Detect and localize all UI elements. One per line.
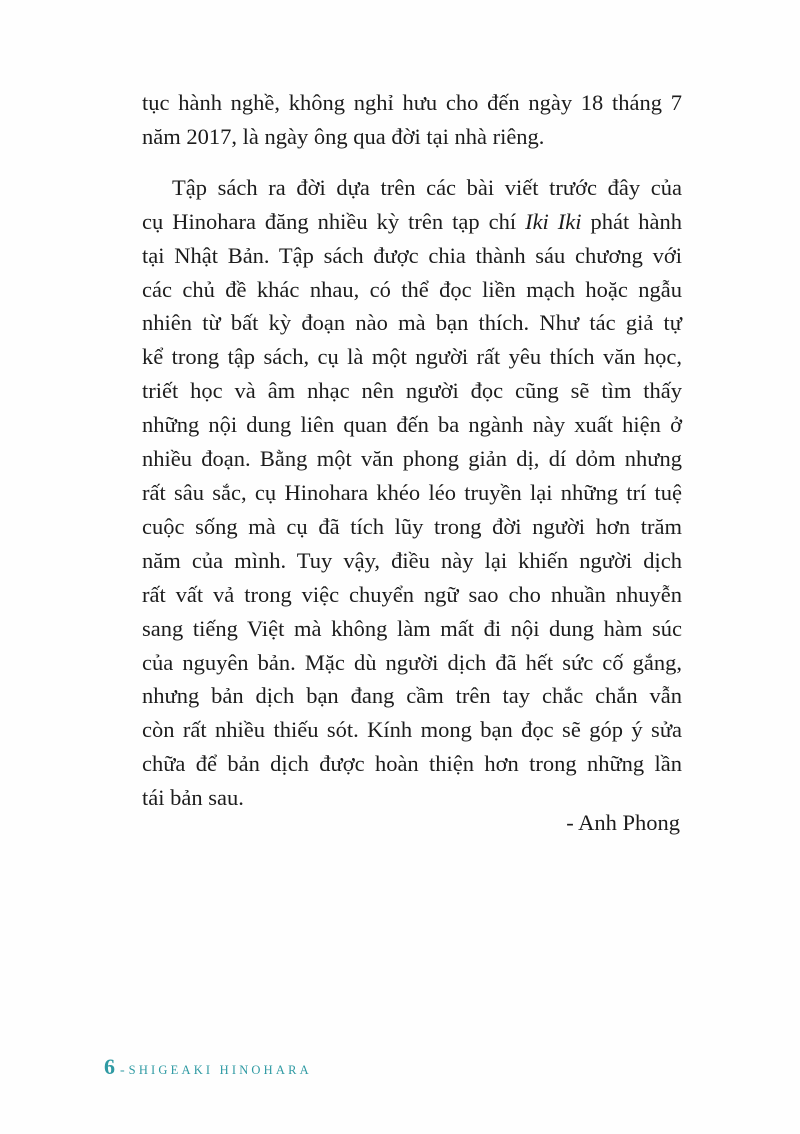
footer-separator: - <box>120 1063 125 1078</box>
text-line: năm 2017, là ngày ông qua đời tại nhà riêng. <box>142 123 545 149</box>
text-line: nhiên từ bất kỳ đoạn nào mà bạn thích. Như tác giả tự <box>142 310 682 336</box>
magazine-title: Iki Iki <box>525 208 582 234</box>
text-line: những nội dung liên quan đến ba ngành này xuất hiện ở <box>142 412 682 438</box>
text-line: rất sâu sắc, cụ Hinohara khéo léo truyền lại những trí tuệ <box>142 479 682 505</box>
text-line: của nguyên bản. Mặc dù người dịch đã hết sức cố gắng, <box>142 649 682 675</box>
text-line: Tập sách ra đời dựa trên các bài viết trước đây của <box>172 174 682 200</box>
text-line: kể trong tập sách, cụ là một người rất yêu thích văn học, <box>142 344 682 370</box>
text-line: còn rất nhiều thiếu sót. Kính mong bạn đọc sẽ góp ý sửa <box>142 717 682 743</box>
text-line: tái bản sau. <box>142 785 244 811</box>
page-footer <box>104 1054 312 1080</box>
text-line: tục hành nghề, không nghỉ hưu cho đến ngày 18 tháng 7 <box>142 90 682 115</box>
text-segment: cụ Hinohara đăng nhiều kỳ trên tạp chí <box>142 208 526 234</box>
paragraph-2 <box>142 171 682 815</box>
text-line: nhiều đoạn. Bằng một văn phong giản dị, dí dỏm nhưng <box>142 446 682 472</box>
text-line: các chủ đề khác nhau, có thể đọc liền mạch hoặc ngẫu <box>142 276 682 302</box>
body-text <box>142 86 682 815</box>
running-author: SHIGEAKI HINOHARA <box>128 1063 312 1077</box>
text-segment: phát hành <box>581 208 682 234</box>
text-line: chữa để bản dịch được hoàn thiện hơn trong những lần <box>142 751 682 777</box>
text-line: nhưng bản dịch bạn đang cầm trên tay chắc chắn vẫn <box>142 683 682 709</box>
text-line-with-magazine <box>142 205 682 239</box>
text-line: cuộc sống mà cụ đã tích lũy trong đời người hơn trăm <box>142 513 682 539</box>
text-line: rất vất vả trong việc chuyển ngữ sao cho nhuần nhuyễn <box>142 581 682 607</box>
paragraph-1 <box>142 86 682 154</box>
text-line: sang tiếng Việt mà không làm mất đi nội dung hàm súc <box>142 615 682 641</box>
text-line: năm của mình. Tuy vậy, điều này lại khiến người dịch <box>142 547 682 573</box>
page-number: 6 <box>104 1054 115 1079</box>
translator-signature: - Anh Phong <box>566 810 680 835</box>
text-line: tại Nhật Bản. Tập sách được chia thành sáu chương với <box>142 242 682 268</box>
text-line: triết học và âm nhạc nên người đọc cũng sẽ tìm thấy <box>142 378 682 404</box>
